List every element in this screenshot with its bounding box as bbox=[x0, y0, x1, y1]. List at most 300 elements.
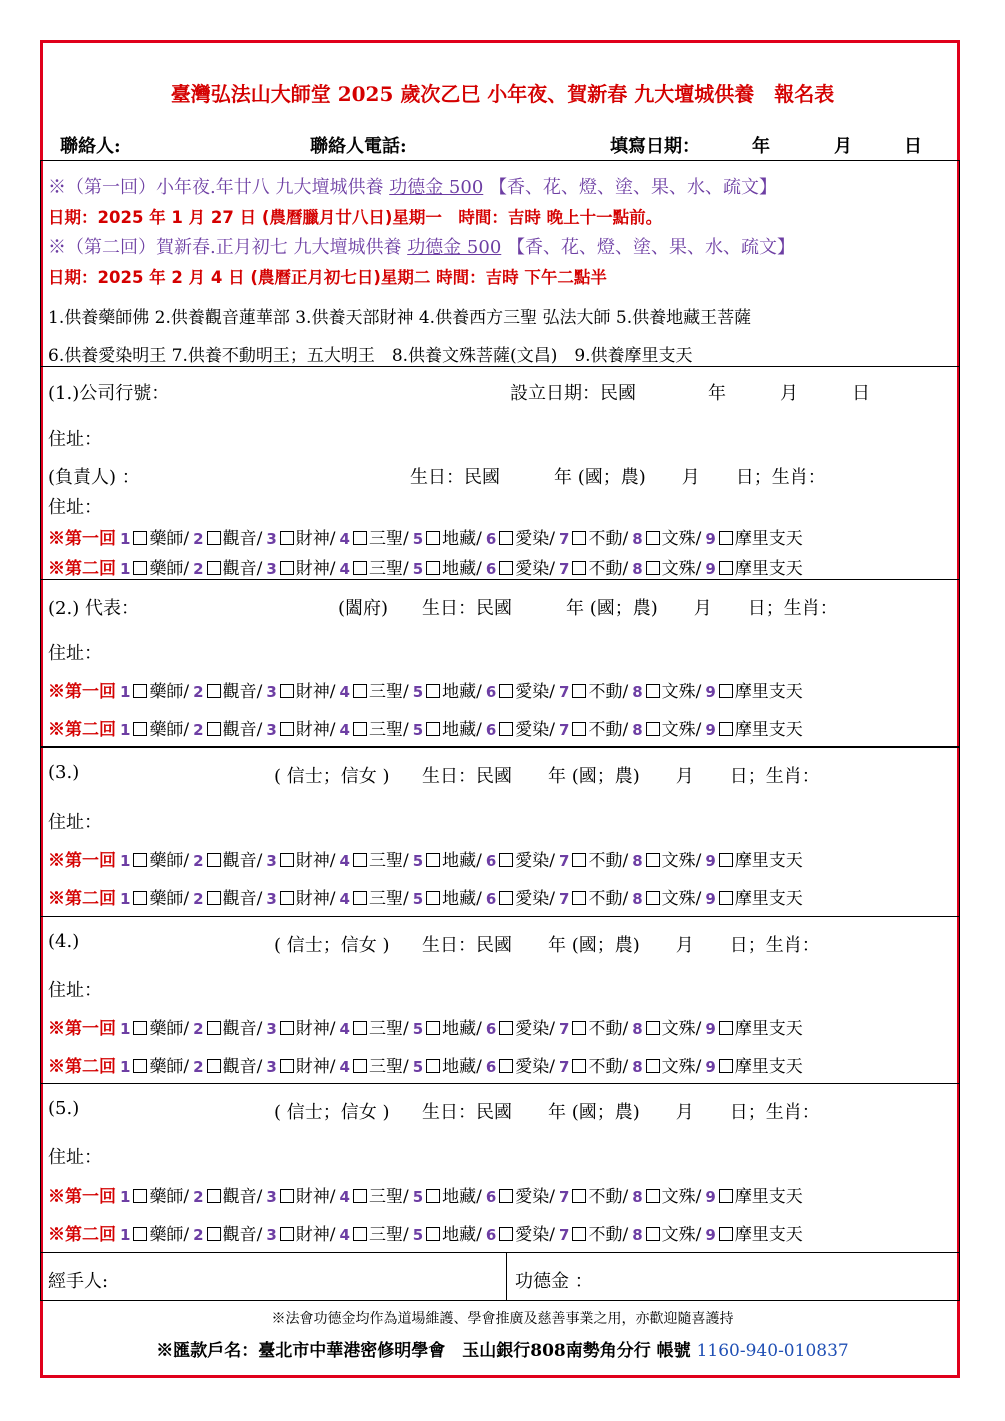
option-checkbox[interactable] bbox=[133, 1189, 147, 1203]
option-checkbox[interactable] bbox=[426, 891, 440, 905]
divider bbox=[40, 1252, 960, 1253]
option-label: 觀音/ bbox=[222, 851, 263, 871]
option-number: 3 bbox=[266, 1058, 277, 1076]
option-label: 地藏/ bbox=[442, 682, 482, 702]
option-number: 9 bbox=[705, 530, 716, 548]
option-label: 三聖/ bbox=[368, 1019, 409, 1039]
option-label: 三聖/ bbox=[368, 1225, 409, 1245]
footer-account bbox=[0, 1336, 1005, 1361]
option-checkbox[interactable] bbox=[426, 1227, 440, 1241]
divider bbox=[40, 366, 960, 367]
options-round1[interactable] bbox=[48, 677, 803, 702]
option-number: 6 bbox=[485, 1020, 497, 1038]
option-checkbox[interactable] bbox=[572, 722, 586, 736]
option-number: 3 bbox=[266, 721, 277, 739]
option-number: 6 bbox=[485, 683, 497, 701]
option-number: 3 bbox=[266, 530, 277, 548]
option-checkbox[interactable] bbox=[280, 531, 294, 545]
option-label: 財神/ bbox=[295, 529, 336, 549]
option-checkbox[interactable] bbox=[353, 561, 367, 575]
option-number: 4 bbox=[339, 1226, 350, 1244]
option-number: 4 bbox=[339, 560, 350, 578]
option-number: 1 bbox=[120, 1020, 131, 1038]
option-number: 2 bbox=[193, 1226, 204, 1244]
option-number: 5 bbox=[412, 1188, 424, 1206]
options-round2[interactable] bbox=[48, 884, 803, 909]
option-number: 4 bbox=[339, 890, 350, 908]
offerings-line1: 1.供養藥師佛 2.供養觀音蓮華部 3.供養天部財神 4.供養西方三聖 弘法大師 5.供養地藏王菩薩 bbox=[48, 308, 752, 328]
option-label: 不動/ bbox=[588, 1057, 629, 1077]
option-checkbox[interactable] bbox=[133, 684, 147, 698]
option-checkbox[interactable] bbox=[572, 531, 586, 545]
option-checkbox[interactable] bbox=[207, 853, 221, 867]
entry3-address: 住址： bbox=[48, 812, 102, 833]
option-label: 觀音/ bbox=[222, 1187, 263, 1207]
option-label: 文殊/ bbox=[661, 1057, 702, 1077]
option-label: 不動/ bbox=[588, 720, 629, 740]
option-number: 4 bbox=[339, 1020, 350, 1038]
option-number: 8 bbox=[632, 721, 643, 739]
option-label: 愛染/ bbox=[515, 559, 556, 579]
option-checkbox[interactable] bbox=[646, 722, 660, 736]
option-label: 文殊/ bbox=[661, 1019, 702, 1039]
option-checkbox[interactable] bbox=[426, 1021, 440, 1035]
options-round1[interactable] bbox=[48, 846, 803, 871]
option-number: 3 bbox=[266, 1188, 277, 1206]
option-checkbox[interactable] bbox=[133, 891, 147, 905]
option-number: 3 bbox=[266, 1020, 277, 1038]
option-label: 三聖/ bbox=[368, 720, 409, 740]
options-round1[interactable] bbox=[48, 524, 803, 549]
option-checkbox[interactable] bbox=[207, 1021, 221, 1035]
divider bbox=[40, 160, 960, 161]
option-checkbox[interactable] bbox=[426, 561, 440, 575]
option-label: 財神/ bbox=[295, 559, 336, 579]
option-checkbox[interactable] bbox=[133, 1059, 147, 1073]
option-number: 7 bbox=[559, 852, 570, 870]
phone-label: 聯絡人電話: bbox=[310, 136, 407, 157]
option-checkbox[interactable] bbox=[572, 1021, 586, 1035]
option-label: 摩里支天 bbox=[734, 529, 803, 549]
option-checkbox[interactable] bbox=[499, 684, 513, 698]
offerings-line2: 6.供養愛染明王 7.供養不動明王；五大明王 8.供養文殊菩薩(文昌) 9.供養摩里支天 bbox=[48, 346, 693, 366]
entry4-gender: ( 信士；信女 ) bbox=[274, 935, 390, 956]
option-label: 三聖/ bbox=[368, 529, 409, 549]
option-label: 藥師/ bbox=[149, 889, 190, 909]
option-checkbox[interactable] bbox=[133, 1021, 147, 1035]
company-address: 住址： bbox=[48, 429, 102, 450]
option-number: 8 bbox=[632, 1226, 643, 1244]
option-number: 1 bbox=[120, 1058, 131, 1076]
option-label: 財神/ bbox=[295, 1187, 336, 1207]
option-label: 摩里支天 bbox=[734, 720, 803, 740]
option-checkbox[interactable] bbox=[646, 561, 660, 575]
option-checkbox[interactable] bbox=[280, 853, 294, 867]
session1-prefix: ※（第一回）小年夜.年廿八 九大壇城供養 bbox=[48, 177, 384, 198]
option-checkbox[interactable] bbox=[719, 531, 733, 545]
option-number: 2 bbox=[193, 1058, 204, 1076]
option-checkbox[interactable] bbox=[572, 1189, 586, 1203]
option-checkbox[interactable] bbox=[280, 1021, 294, 1035]
option-label: 摩里支天 bbox=[734, 1225, 803, 1245]
handler-label: 經手人: bbox=[48, 1271, 109, 1292]
entry5-address: 住址： bbox=[48, 1147, 102, 1168]
option-label: 不動/ bbox=[588, 559, 629, 579]
round-label: ※第一回 bbox=[48, 529, 116, 549]
option-number: 5 bbox=[412, 1226, 424, 1244]
option-checkbox[interactable] bbox=[426, 853, 440, 867]
option-checkbox[interactable] bbox=[207, 1059, 221, 1073]
option-checkbox[interactable] bbox=[719, 722, 733, 736]
form-title: 臺灣弘法山大師堂 2025 歲次乙巳 小年夜、賀新春 九大壇城供養 報名表 bbox=[170, 82, 835, 106]
option-checkbox[interactable] bbox=[719, 1227, 733, 1241]
option-number: 4 bbox=[339, 852, 350, 870]
option-checkbox[interactable] bbox=[133, 1227, 147, 1241]
option-checkbox[interactable] bbox=[280, 722, 294, 736]
option-checkbox[interactable] bbox=[426, 1059, 440, 1073]
option-label: 財神/ bbox=[295, 720, 336, 740]
option-checkbox[interactable] bbox=[353, 722, 367, 736]
round-label: ※第一回 bbox=[48, 851, 116, 871]
rep-label: (2.) 代表： bbox=[48, 598, 139, 619]
option-label: 地藏/ bbox=[442, 1019, 482, 1039]
option-label: 摩里支天 bbox=[734, 889, 803, 909]
option-number: 3 bbox=[266, 560, 277, 578]
option-label: 財神/ bbox=[295, 682, 336, 702]
round-label: ※第二回 bbox=[48, 889, 116, 909]
date-month: 月 bbox=[834, 136, 852, 157]
option-checkbox[interactable] bbox=[426, 1189, 440, 1203]
option-label: 觀音/ bbox=[222, 889, 263, 909]
option-label: 觀音/ bbox=[222, 1225, 263, 1245]
option-checkbox[interactable] bbox=[719, 1059, 733, 1073]
round-label: ※第一回 bbox=[48, 1019, 116, 1039]
session2-prefix: ※（第二回）賀新春.正月初七 九大壇城供養 bbox=[48, 237, 402, 258]
session2-items: 【香、花、燈、塗、果、水、疏文】 bbox=[507, 237, 795, 258]
option-number: 6 bbox=[485, 721, 497, 739]
company-label: (1.)公司行號： bbox=[48, 383, 170, 404]
option-checkbox[interactable] bbox=[499, 561, 513, 575]
option-checkbox[interactable] bbox=[719, 853, 733, 867]
option-checkbox[interactable] bbox=[572, 561, 586, 575]
option-label: 地藏/ bbox=[442, 529, 482, 549]
option-checkbox[interactable] bbox=[426, 684, 440, 698]
option-label: 地藏/ bbox=[442, 1057, 482, 1077]
option-label: 三聖/ bbox=[368, 1057, 409, 1077]
option-label: 愛染/ bbox=[515, 720, 556, 740]
option-checkbox[interactable] bbox=[499, 1227, 513, 1241]
donation-label: 功德金 ： bbox=[515, 1271, 593, 1292]
option-number: 5 bbox=[412, 530, 424, 548]
rep-birthday: 生日：民國 年 (國；農) 月 日；生肖： bbox=[422, 598, 838, 619]
divider bbox=[40, 579, 960, 580]
option-label: 摩里支天 bbox=[734, 1187, 803, 1207]
option-label: 藥師/ bbox=[149, 1019, 190, 1039]
option-checkbox[interactable] bbox=[280, 1189, 294, 1203]
option-checkbox[interactable] bbox=[280, 684, 294, 698]
option-number: 7 bbox=[559, 1058, 570, 1076]
option-label: 不動/ bbox=[588, 1187, 629, 1207]
option-checkbox[interactable] bbox=[499, 853, 513, 867]
divider bbox=[40, 916, 960, 917]
option-number: 4 bbox=[339, 1188, 350, 1206]
option-number: 6 bbox=[485, 560, 497, 578]
option-checkbox[interactable] bbox=[499, 1059, 513, 1073]
option-checkbox[interactable] bbox=[719, 891, 733, 905]
option-label: 地藏/ bbox=[442, 889, 482, 909]
option-number: 1 bbox=[120, 683, 131, 701]
option-number: 2 bbox=[193, 852, 204, 870]
option-label: 三聖/ bbox=[368, 682, 409, 702]
option-checkbox[interactable] bbox=[353, 1189, 367, 1203]
option-checkbox[interactable] bbox=[207, 531, 221, 545]
option-checkbox[interactable] bbox=[426, 531, 440, 545]
option-label: 財神/ bbox=[295, 851, 336, 871]
option-label: 觀音/ bbox=[222, 720, 263, 740]
option-checkbox[interactable] bbox=[207, 722, 221, 736]
round-label: ※第二回 bbox=[48, 720, 116, 740]
option-label: 愛染/ bbox=[515, 889, 556, 909]
option-number: 1 bbox=[120, 721, 131, 739]
option-number: 6 bbox=[485, 530, 497, 548]
option-number: 7 bbox=[559, 683, 570, 701]
entry5-birthday: 生日：民國 年 (國；農) 月 日；生肖： bbox=[422, 1102, 820, 1123]
option-label: 三聖/ bbox=[368, 889, 409, 909]
entry3-gender: ( 信士；信女 ) bbox=[274, 766, 390, 787]
option-label: 財神/ bbox=[295, 889, 336, 909]
option-checkbox[interactable] bbox=[353, 853, 367, 867]
contact-label: 聯絡人: bbox=[60, 136, 121, 157]
option-number: 6 bbox=[485, 1188, 497, 1206]
option-number: 7 bbox=[559, 1020, 570, 1038]
option-checkbox[interactable] bbox=[133, 531, 147, 545]
option-label: 不動/ bbox=[588, 889, 629, 909]
option-label: 愛染/ bbox=[515, 851, 556, 871]
option-label: 觀音/ bbox=[222, 682, 263, 702]
option-checkbox[interactable] bbox=[353, 684, 367, 698]
option-checkbox[interactable] bbox=[133, 853, 147, 867]
option-label: 愛染/ bbox=[515, 529, 556, 549]
option-checkbox[interactable] bbox=[646, 684, 660, 698]
option-checkbox[interactable] bbox=[133, 561, 147, 575]
option-number: 5 bbox=[412, 683, 424, 701]
option-number: 3 bbox=[266, 852, 277, 870]
option-checkbox[interactable] bbox=[353, 531, 367, 545]
option-checkbox[interactable] bbox=[572, 891, 586, 905]
option-checkbox[interactable] bbox=[133, 722, 147, 736]
option-number: 4 bbox=[339, 683, 350, 701]
entry3-birthday: 生日：民國 年 (國；農) 月 日；生肖： bbox=[422, 766, 820, 787]
option-checkbox[interactable] bbox=[646, 1189, 660, 1203]
option-checkbox[interactable] bbox=[572, 1227, 586, 1241]
option-number: 9 bbox=[705, 683, 716, 701]
option-number: 8 bbox=[632, 530, 643, 548]
option-number: 2 bbox=[193, 560, 204, 578]
option-label: 觀音/ bbox=[222, 529, 263, 549]
option-checkbox[interactable] bbox=[499, 722, 513, 736]
option-checkbox[interactable] bbox=[280, 1227, 294, 1241]
option-checkbox[interactable] bbox=[572, 853, 586, 867]
bottom-divider bbox=[506, 1252, 507, 1300]
option-checkbox[interactable] bbox=[646, 531, 660, 545]
option-checkbox[interactable] bbox=[280, 561, 294, 575]
option-number: 8 bbox=[632, 1020, 643, 1038]
option-checkbox[interactable] bbox=[207, 561, 221, 575]
option-label: 愛染/ bbox=[515, 1225, 556, 1245]
session1-date: 日期：2025 年 1 月 27 日 (農曆臘月廿八日)星期一 時間：吉時 晚上十一點前。 bbox=[48, 208, 663, 227]
option-checkbox[interactable] bbox=[646, 891, 660, 905]
option-checkbox[interactable] bbox=[207, 684, 221, 698]
option-label: 不動/ bbox=[588, 529, 629, 549]
option-number: 8 bbox=[632, 1058, 643, 1076]
option-number: 1 bbox=[120, 1188, 131, 1206]
option-checkbox[interactable] bbox=[499, 531, 513, 545]
option-number: 5 bbox=[412, 721, 424, 739]
option-number: 4 bbox=[339, 530, 350, 548]
option-checkbox[interactable] bbox=[719, 1189, 733, 1203]
options-round2[interactable] bbox=[48, 1220, 803, 1245]
option-label: 藥師/ bbox=[149, 529, 190, 549]
account-name: ※匯款戶名：臺北市中華港密修明學會 玉山銀行808南勢角分行 帳號 bbox=[156, 1341, 691, 1361]
option-checkbox[interactable] bbox=[353, 1227, 367, 1241]
option-number: 1 bbox=[120, 530, 131, 548]
option-label: 文殊/ bbox=[661, 682, 702, 702]
session2-fee: 功德金 500 bbox=[407, 237, 502, 258]
owner-address: 住址： bbox=[48, 497, 102, 518]
option-label: 藥師/ bbox=[149, 720, 190, 740]
option-checkbox[interactable] bbox=[207, 1227, 221, 1241]
option-label: 摩里支天 bbox=[734, 851, 803, 871]
option-checkbox[interactable] bbox=[353, 1059, 367, 1073]
option-number: 7 bbox=[559, 530, 570, 548]
session1-items: 【香、花、燈、塗、果、水、疏文】 bbox=[489, 177, 777, 198]
session1-line bbox=[48, 173, 777, 199]
option-label: 三聖/ bbox=[368, 559, 409, 579]
option-number: 9 bbox=[705, 1188, 716, 1206]
option-label: 藥師/ bbox=[149, 559, 190, 579]
option-label: 藥師/ bbox=[149, 682, 190, 702]
option-label: 觀音/ bbox=[222, 559, 263, 579]
option-checkbox[interactable] bbox=[426, 722, 440, 736]
option-label: 文殊/ bbox=[661, 851, 702, 871]
option-number: 2 bbox=[193, 683, 204, 701]
option-checkbox[interactable] bbox=[280, 1059, 294, 1073]
option-label: 財神/ bbox=[295, 1057, 336, 1077]
date-year: 年 bbox=[752, 136, 770, 157]
option-label: 地藏/ bbox=[442, 559, 482, 579]
entry4-birthday: 生日：民國 年 (國；農) 月 日；生肖： bbox=[422, 935, 820, 956]
option-label: 不動/ bbox=[588, 1225, 629, 1245]
options-round2[interactable] bbox=[48, 715, 803, 740]
option-checkbox[interactable] bbox=[719, 684, 733, 698]
option-label: 地藏/ bbox=[442, 720, 482, 740]
option-checkbox[interactable] bbox=[353, 1021, 367, 1035]
option-label: 地藏/ bbox=[442, 1225, 482, 1245]
option-label: 三聖/ bbox=[368, 1187, 409, 1207]
round-label: ※第二回 bbox=[48, 559, 116, 579]
option-checkbox[interactable] bbox=[280, 891, 294, 905]
option-number: 5 bbox=[412, 560, 424, 578]
option-label: 文殊/ bbox=[661, 529, 702, 549]
option-number: 8 bbox=[632, 1188, 643, 1206]
option-label: 不動/ bbox=[588, 682, 629, 702]
option-label: 文殊/ bbox=[661, 1225, 702, 1245]
option-number: 3 bbox=[266, 1226, 277, 1244]
option-label: 愛染/ bbox=[515, 1187, 556, 1207]
option-number: 1 bbox=[120, 560, 131, 578]
option-label: 藥師/ bbox=[149, 1057, 190, 1077]
option-checkbox[interactable] bbox=[646, 853, 660, 867]
account-number: 1160-940-010837 bbox=[696, 1341, 849, 1361]
option-label: 文殊/ bbox=[661, 1187, 702, 1207]
round-label: ※第二回 bbox=[48, 1057, 116, 1077]
option-label: 財神/ bbox=[295, 1225, 336, 1245]
option-number: 6 bbox=[485, 1058, 497, 1076]
divider bbox=[40, 1300, 960, 1301]
divider bbox=[40, 746, 960, 748]
option-label: 觀音/ bbox=[222, 1057, 263, 1077]
entry3-no: (3.) bbox=[48, 762, 80, 783]
option-checkbox[interactable] bbox=[646, 1059, 660, 1073]
option-number: 8 bbox=[632, 890, 643, 908]
rep-address: 住址： bbox=[48, 643, 102, 664]
option-checkbox[interactable] bbox=[499, 1189, 513, 1203]
entry4-address: 住址： bbox=[48, 980, 102, 1001]
round-label: ※第一回 bbox=[48, 1187, 116, 1207]
options-round1[interactable] bbox=[48, 1014, 803, 1039]
options-round2[interactable] bbox=[48, 554, 803, 579]
option-number: 3 bbox=[266, 683, 277, 701]
session2-date: 日期：2025 年 2 月 4 日 (農曆正月初七日)星期二 時間：吉時 下午二點半 bbox=[48, 268, 607, 287]
option-label: 摩里支天 bbox=[734, 1057, 803, 1077]
option-checkbox[interactable] bbox=[499, 1021, 513, 1035]
option-number: 6 bbox=[485, 1226, 497, 1244]
option-label: 地藏/ bbox=[442, 1187, 482, 1207]
option-checkbox[interactable] bbox=[646, 1227, 660, 1241]
option-number: 1 bbox=[120, 1226, 131, 1244]
option-checkbox[interactable] bbox=[353, 891, 367, 905]
option-number: 3 bbox=[266, 890, 277, 908]
option-checkbox[interactable] bbox=[572, 684, 586, 698]
option-checkbox[interactable] bbox=[572, 1059, 586, 1073]
option-number: 2 bbox=[193, 1020, 204, 1038]
option-number: 9 bbox=[705, 890, 716, 908]
option-checkbox[interactable] bbox=[499, 891, 513, 905]
option-checkbox[interactable] bbox=[207, 891, 221, 905]
option-checkbox[interactable] bbox=[207, 1189, 221, 1203]
option-number: 7 bbox=[559, 890, 570, 908]
options-round1[interactable] bbox=[48, 1182, 803, 1207]
option-number: 9 bbox=[705, 852, 716, 870]
option-number: 8 bbox=[632, 683, 643, 701]
option-checkbox[interactable] bbox=[719, 561, 733, 575]
option-number: 9 bbox=[705, 1058, 716, 1076]
option-label: 地藏/ bbox=[442, 851, 482, 871]
option-label: 文殊/ bbox=[661, 559, 702, 579]
option-label: 愛染/ bbox=[515, 682, 556, 702]
option-checkbox[interactable] bbox=[646, 1021, 660, 1035]
option-number: 5 bbox=[412, 1020, 424, 1038]
option-number: 5 bbox=[412, 890, 424, 908]
option-checkbox[interactable] bbox=[719, 1021, 733, 1035]
option-number: 4 bbox=[339, 721, 350, 739]
option-number: 6 bbox=[485, 890, 497, 908]
option-label: 摩里支天 bbox=[734, 682, 803, 702]
options-round2[interactable] bbox=[48, 1052, 803, 1077]
option-number: 9 bbox=[705, 721, 716, 739]
divider bbox=[40, 1083, 960, 1084]
option-label: 文殊/ bbox=[661, 720, 702, 740]
